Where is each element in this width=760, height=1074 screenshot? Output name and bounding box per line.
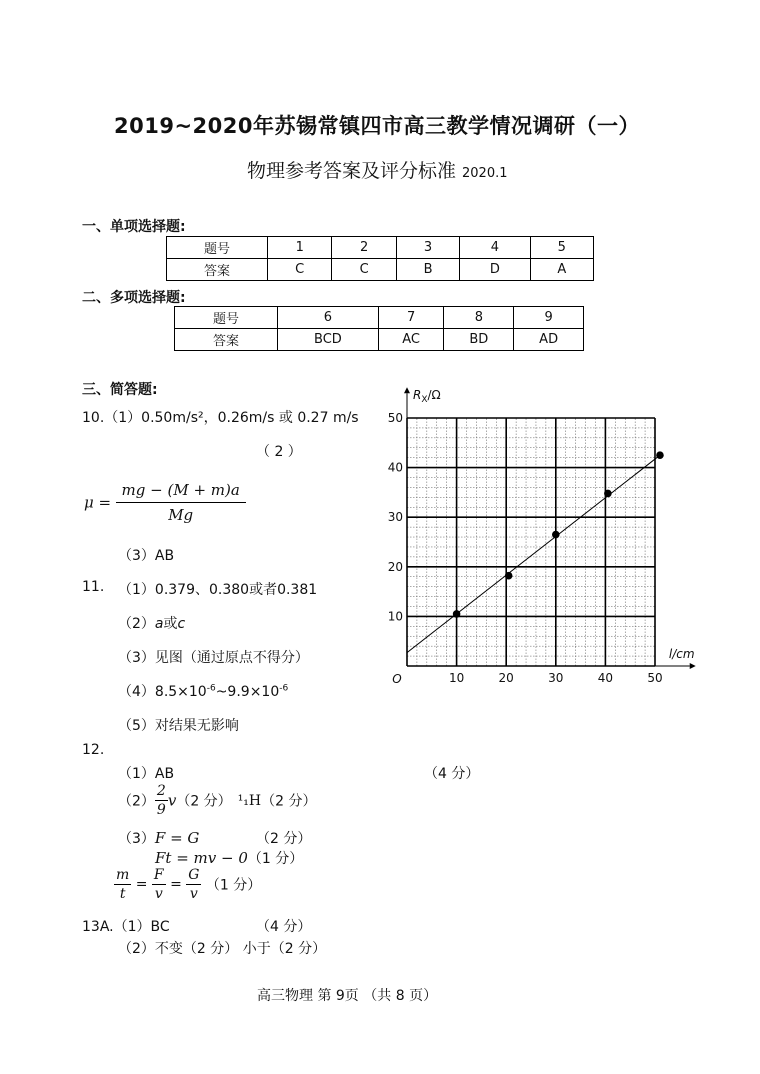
table-cell: A (530, 259, 593, 281)
row-label: 题号 (175, 307, 278, 329)
q12-part3-score1: （2 分） (256, 831, 312, 847)
q12-part2-fraction (155, 782, 168, 819)
q12-number: 12. (82, 742, 105, 758)
table-cell: 1 (268, 237, 332, 259)
q11-part1: （1）0.379、0.380或者0.381 (118, 582, 318, 598)
q12-part1: （1）AB (118, 766, 175, 782)
y-axis-arrow (404, 387, 410, 393)
table-row (167, 237, 594, 259)
q12-part2-var: v (167, 791, 177, 810)
q12-part3-eq2: Ft = mv − 0 (155, 849, 248, 867)
table-cell: 2 (332, 237, 396, 259)
table-row (175, 329, 584, 351)
frac-denominator: v (154, 886, 163, 902)
q13a-part1-score: （4 分） (256, 919, 312, 935)
subtitle-text: 物理参考答案及评分标准 (247, 160, 457, 182)
table-cell: BCD (278, 329, 379, 351)
q11-part2 (118, 613, 185, 633)
y-tick-label: 20 (387, 559, 403, 574)
y-label-unit: /Ω (427, 388, 441, 403)
q10-part1: 10.（1）0.50m/s²，0.26m/s 或 0.27 m/s (82, 410, 359, 426)
y-tick-label: 10 (387, 609, 403, 624)
table-cell: 5 (530, 237, 593, 259)
single-choice-table (166, 236, 594, 281)
q10-part2-label: （ 2 ） (256, 444, 302, 460)
data-point (453, 610, 461, 618)
frac-denominator: t (119, 886, 126, 902)
q12-part3-line3: $\frac{m}{t}$ = $\frac{F}{v}$ = $\frac{G}{v}$ （1 分） (116, 867, 262, 902)
origin-label: O (392, 672, 402, 686)
q10-mu-formula (84, 478, 246, 527)
table-cell: C (268, 259, 332, 281)
x-axis-arrow (690, 663, 696, 669)
table-cell: 8 (444, 307, 514, 329)
q12-part3-score2: （1 分） (247, 851, 304, 867)
q11-part4-exp1: -6 (206, 683, 216, 694)
frac-numerator: G (188, 867, 200, 883)
y-tick-labels (388, 411, 403, 623)
row-label: 题号 (167, 237, 268, 259)
x-tick-label: 30 (548, 671, 564, 685)
x-tick-label: 20 (498, 671, 514, 685)
q11-part4 (118, 681, 288, 701)
table-row (175, 307, 584, 329)
table-cell: C (332, 259, 396, 281)
data-point (656, 451, 664, 459)
q11-part4-exp2: -6 (279, 683, 289, 694)
q12-part3-prefix: （3） (118, 831, 155, 847)
q11-part3: （3）见图（通过原点不得分） (118, 650, 309, 666)
page-footer: 高三物理 第 9页 （共 8 页） (257, 988, 438, 1004)
subtitle-date: 2020.1 (462, 166, 508, 181)
q11-number: 11. (82, 579, 105, 595)
row-label: 答案 (167, 259, 268, 281)
q12-part2-prefix: （2） (118, 793, 155, 810)
frac-numerator: m (116, 867, 130, 883)
y-tick-label: 50 (387, 411, 403, 425)
q12-part1-score: （4 分） (424, 766, 480, 782)
document-subtitle (247, 156, 508, 183)
fit-line (407, 455, 660, 652)
q10-part3: （3）AB (118, 548, 175, 564)
x-tick-label: 40 (597, 671, 614, 685)
q12-frac-m-t (114, 866, 131, 903)
y-axis-label (413, 388, 441, 405)
major-grid (407, 418, 655, 666)
row-label: 答案 (175, 329, 278, 351)
q12-part3-line2 (155, 848, 303, 868)
data-point (552, 531, 560, 539)
q11-part2-a: a (154, 616, 164, 632)
table-row (167, 259, 594, 281)
q11-part4-prefix: （4）8.5×10 (118, 684, 207, 700)
frac-numerator: F (153, 867, 164, 883)
frac-denominator: v (189, 886, 198, 902)
q12-part3-eq1: F = G (154, 829, 200, 847)
y-tick-label: 30 (387, 510, 403, 525)
table-cell: AD (514, 329, 584, 351)
data-point (505, 572, 513, 580)
table-cell: 9 (514, 307, 584, 329)
section3-heading: 三、简答题: (82, 382, 158, 398)
x-tick-labels (449, 671, 663, 685)
q12-part2-den: 9 (156, 802, 166, 818)
q11-part2-prefix: （2） (118, 616, 155, 632)
q13a-part1: 13A.（1）BC (82, 919, 170, 935)
table-cell: AC (378, 329, 444, 351)
table-cell: BD (444, 329, 514, 351)
y-label-var: R (413, 388, 422, 403)
q12-part2-nuclide: ¹₁H (237, 792, 262, 809)
data-point (604, 490, 612, 498)
q12-part2-score2: （2 分） (261, 793, 317, 810)
q11-part2-c: c (177, 616, 186, 632)
table-cell: 4 (460, 237, 530, 259)
resistance-length-chart (380, 388, 710, 695)
mu-label: μ = (84, 493, 112, 512)
q12-part3-line1 (118, 828, 199, 848)
q11-part4-mid: ~9.9×10 (215, 684, 280, 700)
table-cell: 3 (396, 237, 459, 259)
q12-part3-score3: （1 分） (205, 877, 262, 894)
table-cell: B (396, 259, 459, 281)
x-tick-label: 50 (647, 671, 663, 685)
q12-frac-g-v (186, 866, 201, 903)
minor-grid (407, 418, 655, 666)
mu-fraction (116, 478, 246, 527)
q12-part2 (118, 782, 316, 819)
y-tick-label: 40 (387, 460, 403, 475)
table-cell: D (460, 259, 530, 281)
q11-part2-or: 或 (163, 616, 178, 632)
q13a-part2: （2）不变（2 分） 小于（2 分） (118, 941, 327, 957)
y-label-sub: X (421, 395, 428, 406)
table-cell: 6 (278, 307, 379, 329)
x-axis-label: l/cm (668, 647, 695, 661)
q11-part5: （5）对结果无影响 (118, 718, 239, 734)
q12-part2-num: 2 (156, 783, 166, 799)
section2-heading: 二、多项选择题: (82, 290, 186, 306)
x-tick-label: 10 (448, 671, 465, 685)
multiple-choice-table (174, 306, 584, 351)
table-cell: 7 (378, 307, 444, 329)
q12-frac-f-v (152, 866, 166, 903)
document-title: 2019~2020年苏锡常镇四市高三教学情况调研（一） (114, 114, 640, 138)
mu-numerator: mg − (M + m)a (116, 478, 246, 503)
mu-denominator: Mg (168, 506, 194, 524)
section1-heading: 一、单项选择题: (82, 219, 186, 235)
q12-part2-score1: （2 分） (176, 793, 232, 810)
